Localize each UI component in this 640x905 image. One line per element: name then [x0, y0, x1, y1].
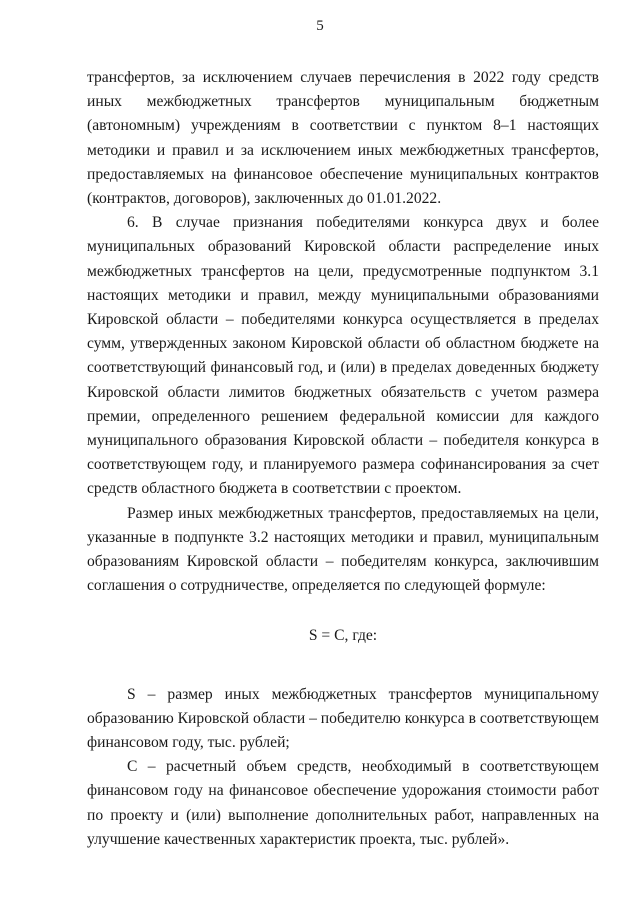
- definition-c: C – расчетный объем средств, необходимый в соответствующем финансовом году на финансовое обеспечение удорожания стоимости работ по проекту и (или) выполнение дополнительных работ, направленных на улучшение качественных характеристик проекта, тыс. рублей».: [87, 758, 599, 848]
- formula: S = C, где:: [308, 627, 378, 645]
- definition-s: S – размер иных межбюджетных трансфертов муниципальному образованию Кировской области – победителю конкурса в соответствующем финансовом году, тыс. рублей;: [87, 685, 599, 752]
- document-body: [87, 66, 599, 852]
- paragraph-continuation: трансфертов, за исключением случаев перечисления в 2022 году средств иных межбюджетных трансфертов муниципальным бюджетным (автономным) учреждениям в соответствии с пунктом 8–1 настоящих методики и правил и за исключением иных межбюджетных трансфертов, предоставляемых на финансовое обеспечение муниципальных контрактов (контрактов, договоров), заключенных до 01.01.2022.: [87, 69, 599, 208]
- paragraph-transfer-size: Размер иных межбюджетных трансфертов, предоставляемых на цели, указанные в подпункте 3.2 настоящих методики и правил, муниципальным образованиям Кировской области – победителям конкурса, заключившим соглашения о сотрудничестве, определяется по следующей формуле:: [87, 504, 599, 595]
- page-number: 5: [316, 18, 324, 34]
- paragraph-item-6: 6. В случае признания победителями конкурса двух и более муниципальных образований Кировской области распределение иных межбюджетных трансфертов на цели, предусмотренные подпунктом 3.1 настоящих методики и правил, между муниципальными образованиями Кировской области – победителями конкурса осуществляется в пределах сумм, утвержденных законом Кировской области об областном бюджете на соответствующий финансовый год, и (или) в пределах доведенных бюджету Кировской области лимитов бюджетных обязательств с учетом размера премии, определенного решением федеральной комиссии для каждого муниципального образования Кировской области – победителя конкурса в соответствующем году, и планируемого размера софинансирования за счет средств областного бюджета в соответствии с проектом.: [87, 214, 599, 498]
